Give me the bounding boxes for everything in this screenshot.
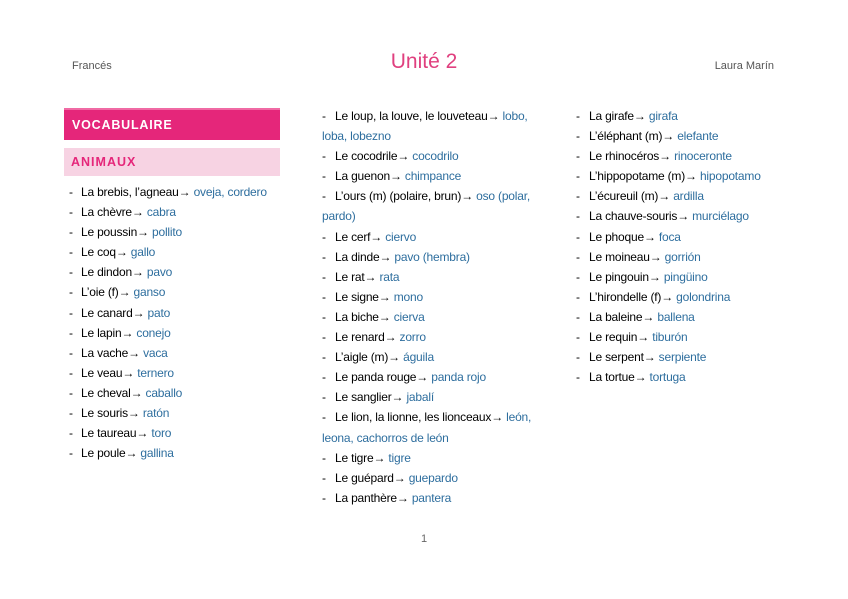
vocab-item [576,166,786,186]
spanish-translation: cierva [393,309,425,324]
french-term: Le cheval [81,385,131,400]
bullet-dash: - [576,149,580,164]
arrow-icon: → [658,189,671,204]
bullet-dash: - [322,189,326,204]
spanish-translation: murciélago [692,209,749,224]
spanish-translation: cocodrilo [412,149,459,164]
bullet-dash: - [322,350,326,365]
french-term: La panthère [335,490,397,505]
arrow-icon: → [677,209,689,224]
arrow-icon: → [373,450,386,465]
bullet-dash: - [322,309,326,324]
spanish-translation: rata [379,269,400,284]
vocab-item [64,222,280,242]
vocab-item [64,303,280,323]
french-term: L’oie (f) [81,285,119,300]
vocab-item [322,186,536,226]
bullet-dash: - [69,205,73,220]
french-term: Le phoque [589,229,644,244]
spanish-translation: ratón [142,406,170,421]
french-term: Le cerf [335,229,371,244]
vocab-item [322,488,536,508]
vocab-item [322,267,536,287]
vocab-item [322,227,536,247]
vocab-item [322,307,536,327]
bullet-dash: - [69,325,73,340]
french-term: La baleine [589,309,643,324]
vocab-item [576,186,786,206]
bullet-dash: - [576,309,580,324]
spanish-translation: tigre [388,450,411,465]
vocab-item [322,407,536,447]
french-term: L’écureuil (m) [589,189,659,204]
spanish-translation: ternero [137,365,174,380]
vocab-item [576,227,786,247]
spanish-translation: tortuga [649,370,686,385]
spanish-translation: gallo [130,245,156,260]
bullet-dash: - [576,330,580,345]
vocab-item [322,347,536,367]
spanish-translation: elefante [677,129,719,144]
bullet-dash: - [576,109,580,123]
bullet-dash: - [69,225,73,240]
bullet-dash: - [322,109,326,123]
arrow-icon: → [642,309,655,324]
french-term: Le taureau [81,426,137,441]
french-term: Le renard [335,330,385,345]
french-term: Le tigre [335,450,374,465]
arrow-icon: → [643,350,656,365]
arrow-icon: → [378,289,391,304]
arrow-icon: → [125,446,138,461]
arrow-icon: → [130,385,143,400]
bullet-dash: - [576,209,580,224]
bullet-dash: - [322,229,326,244]
french-term: Le sanglier [335,390,392,405]
spanish-translation: pavo (hembra) [394,249,470,264]
bullet-dash: - [322,169,326,184]
spanish-translation: hipopotamo [699,169,761,184]
french-term: Le souris [81,406,128,421]
arrow-icon: → [115,245,128,260]
vocab-item [576,126,786,146]
arrow-icon: → [397,149,410,164]
vocab-list-1 [64,182,280,463]
arrow-icon: → [685,169,697,184]
bullet-dash: - [576,269,580,284]
vocab-item [64,202,280,222]
spanish-translation: gallina [140,446,174,461]
french-term: Le coq [81,245,116,260]
french-term: La tortue [589,370,635,385]
subsection-heading-animaux: ANIMAUX [64,148,280,176]
french-term: Le panda rouge [335,370,417,385]
bullet-dash: - [576,229,580,244]
vocab-item [322,146,536,166]
bullet-dash: - [576,249,580,264]
french-term: Le poussin [81,225,138,240]
french-term: L’hirondelle (f) [589,289,662,304]
spanish-translation: tiburón [652,330,688,345]
spanish-translation: oveja, cordero [193,185,267,199]
spanish-translation: guepardo [408,470,458,485]
arrow-icon: → [178,185,191,199]
arrow-icon: → [637,330,650,345]
vocab-item [64,403,280,423]
spanish-translation: girafa [648,109,678,123]
vocab-item [64,383,280,403]
bullet-dash: - [69,285,73,300]
page-title: Unité 2 [390,50,458,73]
spanish-translation: águila [403,350,434,365]
vocab-item [64,323,280,343]
arrow-icon: → [128,345,140,360]
vocab-item [576,267,786,287]
french-term: Le lapin [81,325,122,340]
bullet-dash: - [69,185,73,199]
vocab-item [322,166,536,186]
spanish-translation: pingüino [663,269,708,284]
french-term: Le rat [335,269,365,284]
french-term: Le serpent [589,350,644,365]
spanish-translation: vaca [143,345,168,360]
french-term: La girafe [589,109,634,123]
vocab-item [576,106,786,126]
arrow-icon: → [393,470,406,485]
vocab-item [576,347,786,367]
spanish-translation: conejo [136,325,171,340]
spanish-translation: ganso [133,285,166,300]
spanish-translation: chimpance [404,169,462,184]
column-1 [64,108,280,463]
bullet-dash: - [322,490,326,505]
french-term: La biche [335,309,379,324]
vocab-list-2 [322,106,536,508]
vocab-item [64,282,280,302]
arrow-icon: → [136,426,149,441]
bullet-dash: - [322,269,326,284]
spanish-translation: caballo [145,385,183,400]
bullet-dash: - [69,426,73,441]
bullet-dash: - [322,470,326,485]
spanish-translation: toro [151,426,172,441]
vocab-item [576,367,786,387]
french-term: La vache [81,345,129,360]
bullet-dash: - [576,189,580,204]
spanish-translation: pavo [146,265,173,280]
header-subject: Francés [72,60,112,72]
header-author: Laura Marín [714,60,774,72]
arrow-icon: → [648,269,661,284]
section-heading-vocabulaire: VOCABULAIRE [64,108,280,140]
french-term: Le signe [335,289,379,304]
arrow-icon: → [662,129,675,144]
arrow-icon: → [396,490,409,505]
french-term: La chèvre [81,205,132,220]
vocab-item [322,327,536,347]
bullet-dash: - [576,129,580,144]
bullet-dash: - [69,345,73,360]
arrow-icon: → [389,169,402,184]
arrow-icon: → [659,149,671,164]
french-term: Le moineau [589,249,650,264]
arrow-icon: → [131,205,144,220]
bullet-dash: - [69,265,73,280]
bullet-dash: - [322,410,326,425]
vocab-item [576,146,786,166]
spanish-translation: pantera [411,490,452,505]
bullet-dash: - [322,390,326,405]
french-term: La dinde [335,249,380,264]
bullet-dash: - [69,365,73,380]
arrow-icon: → [391,390,404,405]
bullet-dash: - [576,169,580,184]
arrow-icon: → [370,229,383,244]
french-term: La chauve-souris [589,209,678,224]
bullet-dash: - [322,330,326,345]
arrow-icon: → [384,330,397,345]
bullet-dash: - [576,289,580,304]
french-term: L’hippopotame (m) [589,169,685,184]
arrow-icon: → [122,365,135,380]
spanish-translation: ciervo [385,229,417,244]
arrow-icon: → [461,189,473,204]
vocab-item [576,287,786,307]
vocab-item [322,387,536,407]
french-term: Le rhinocéros [589,149,660,164]
arrow-icon: → [487,109,500,123]
french-term: Le guépard [335,470,394,485]
arrow-icon: → [661,289,673,304]
vocab-item [322,247,536,267]
spanish-translation: panda rojo [431,370,486,385]
french-term: Le cocodrile [335,149,398,164]
bullet-dash: - [322,249,326,264]
vocab-item [576,247,786,267]
spanish-translation: pato [147,305,171,320]
column-3 [576,100,786,387]
spanish-translation: zorro [399,330,426,345]
spanish-translation: foca [658,229,681,244]
arrow-icon: → [118,285,131,300]
french-term: L’éléphant (m) [589,129,663,144]
spanish-translation: gorrión [664,249,701,264]
vocab-item [322,367,536,387]
vocab-item [64,423,280,443]
bullet-dash: - [69,446,73,461]
vocab-item [576,327,786,347]
french-term: Le canard [81,305,133,320]
bullet-dash: - [322,450,326,465]
column-2 [322,100,536,508]
arrow-icon: → [649,249,662,264]
french-term: L’aigle (m) [335,350,389,365]
vocab-item [322,106,536,146]
french-term: Le poule [81,446,126,461]
bullet-dash: - [322,149,326,164]
bullet-dash: - [69,406,73,421]
bullet-dash: - [69,385,73,400]
bullet-dash: - [69,305,73,320]
bullet-dash: - [576,350,580,365]
french-term: Le lion, la lionne, les lionceaux [335,410,492,425]
arrow-icon: → [127,406,140,421]
spanish-translation: ardilla [673,189,704,204]
vocab-item [64,262,280,282]
vocab-item [322,468,536,488]
vocab-item [64,443,280,463]
arrow-icon: → [633,109,646,123]
arrow-icon: → [378,309,391,324]
french-term: La guenon [335,169,390,184]
spanish-translation: ballena [657,309,695,324]
spanish-translation: oso (polar, pardo) [322,189,530,224]
spanish-translation: cabra [146,205,176,220]
arrow-icon: → [137,225,149,240]
arrow-icon: → [491,410,503,425]
french-term: La brebis, l’agneau [81,185,179,199]
bullet-dash: - [322,370,326,385]
arrow-icon: → [131,265,144,280]
bullet-dash: - [576,370,580,385]
french-term: Le pingouin [589,269,649,284]
spanish-translation: serpiente [658,350,707,365]
arrow-icon: → [643,229,656,244]
arrow-icon: → [388,350,400,365]
bullet-dash: - [69,245,73,260]
arrow-icon: → [634,370,647,385]
vocab-list-3 [576,106,786,387]
bullet-dash: - [322,289,326,304]
vocab-item [576,307,786,327]
spanish-translation: rinoceronte [674,149,732,164]
french-term: Le loup, la louve, le louveteau [335,109,488,123]
vocab-item [64,242,280,262]
page-number: 1 [420,533,428,545]
arrow-icon: → [364,269,377,284]
french-term: Le requin [589,330,638,345]
vocab-item [64,182,280,202]
french-term: L’ours (m) (polaire, brun) [335,189,462,204]
spanish-translation: golondrina [676,289,731,304]
spanish-translation: león, leona, cachorros de león [322,410,532,445]
vocab-item [64,363,280,383]
arrow-icon: → [416,370,429,385]
spanish-translation: jabalí [406,390,434,405]
french-term: Le dindon [81,265,132,280]
spanish-translation: mono [393,289,423,304]
french-term: Le veau [81,365,123,380]
arrow-icon: → [379,249,392,264]
arrow-icon: → [132,305,145,320]
vocab-item [576,206,786,226]
spanish-translation: lobo, loba, lobezno [322,109,528,144]
spanish-translation: pollito [152,225,182,240]
vocab-item [322,448,536,468]
arrow-icon: → [121,325,134,340]
vocab-item [64,343,280,363]
vocab-item [322,287,536,307]
